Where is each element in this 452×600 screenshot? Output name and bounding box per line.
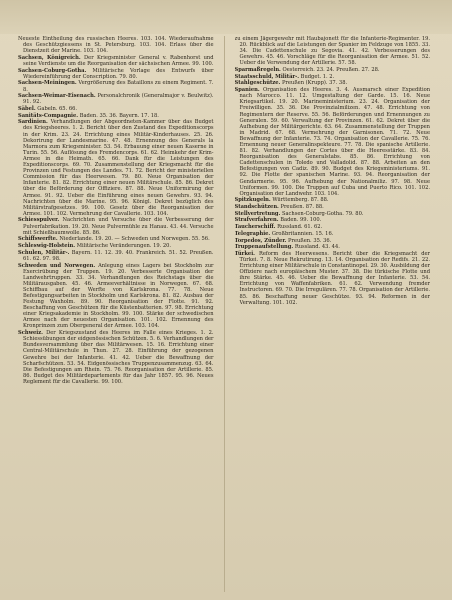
index-entry xyxy=(235,244,431,250)
index-entry xyxy=(18,243,214,249)
index-text: Niederlande. 19. 20. — Schweden und Norwegen. 55. 56. xyxy=(59,236,210,243)
page-top-edge xyxy=(0,0,452,34)
index-columns xyxy=(18,36,430,592)
index-entry xyxy=(18,113,214,119)
index-text: zu einem Jägergewehr mit Haubajonett für die Infanterie-Regimenter. 19. 20. Rückblick auf die Leistungen der Spanier im Feldzuge von 1855. 33. 34. Die Cadettenschule zu Segovia. 41. 42. Verbesserungen des Gewehrs. 45. 46. Vorschläge für die Reorganisation der Armee. 51. 52. Ueber die Verwendung der Artillerie. 57. 58. xyxy=(234,36,430,67)
index-text: Baden. 35. 36. Bayern. 17. 18. xyxy=(79,112,159,119)
index-text: Verhandlungen der Abgeordneten-Kammer über das Budget des Kriegsheeres. 1. 2. Bericht über den Zustand des Expeditionscorps in der Krim. 23. 24. Errichtung eines Militär-Kinderhauses. 25. 26. Dekorirung der Landesmarine. 47. 48. Ernennung des Generals la Marmora zum Kriegsminister. 53. 54. Erbauung einer neuen Kaserne in Turin. 55. 56. Auflösung des Fremdencorps. 61. 62. Heimkehr der Krim-Armee in die Heimath. 65. 66. Dank für die Leistungen des Expeditionscorps. 69. 70. Zusammenstellung der Kriegsmacht für die Provinzen und Festungen des Landes. 71. 72. Bericht der ministeriellen Commission für das Heerwesen. 79. 80. Neue Organisation der Infanterie. 81. 82. Errichtung einer neuen Militärschule. 85. 86. Dekret über die Beförderung der Offiziere. 87. 88. Neue Uniformirung der Armee. 91. 92. Ueber die Einführung eines neuen Gewehrs. 93. 94. Nachrichten über die Marine. 95. 96. Königl. Dekret bezüglich des Militärstrafgesetzes. 99. 100. Gesetz über die Reorganisation der Armee. 101. 102. Vermehrung der Cavallerie. 103. 104. xyxy=(23,119,214,217)
index-entry xyxy=(18,55,214,67)
index-text: Preußen. 87. 88. xyxy=(280,204,324,211)
index-text: Militärische Vorlage des Entwurfs über Wiedereinführung der Conscription. 79. 80. xyxy=(23,67,214,80)
index-entry xyxy=(18,68,214,80)
index-text: Großbritannien. 15. 16. xyxy=(271,230,334,237)
index-entry xyxy=(18,263,214,330)
index-text: Gabeln. 65. 66. xyxy=(37,106,78,112)
index-text: Nachrichten und Versuche über die Verbesserung der Pulverfabrikation. 19. 20. Neue Pulvermühle zu Hanau. 43. 44. Versuche mit Schießbaumwolle. 85. 86. xyxy=(23,217,214,236)
index-text: Oesterreich. 23. 24. Preußen. 27. 28. xyxy=(282,67,380,74)
column-divider xyxy=(224,36,225,592)
index-keyword: Torpedos, Zünder. xyxy=(234,237,287,244)
index-keyword: Truppenaufstellung. xyxy=(234,244,294,251)
index-text: Preußen. 35. 36. xyxy=(288,237,332,244)
index-keyword: Sanitäts-Compagnie. xyxy=(18,112,79,119)
index-entry xyxy=(18,36,214,54)
index-entry xyxy=(18,106,214,112)
index-keyword: Schweden und Norwegen. xyxy=(18,262,96,269)
index-text: Neueste Eintheilung des russischen Heeres. 103. 104. Wiederaufnahme des Geschützgiessens in St. Petersburg. 103. 104. Erlass über die Dienstzeit der Marine. 103. 104. xyxy=(18,36,214,55)
index-keyword: Spanien. xyxy=(234,87,260,94)
index-entry xyxy=(235,74,431,80)
index-text: Vergrößerung des Bataillons zu einem Regiment. 7. 8. xyxy=(23,80,214,93)
index-keyword: Schleswig-Holstein. xyxy=(18,243,76,250)
index-keyword: Stellvertretung. xyxy=(234,210,281,217)
index-text: Russland. 43. 44. xyxy=(294,244,340,251)
index-keyword: Stahlgeschütze. xyxy=(234,80,281,87)
index-entry xyxy=(235,251,431,306)
index-entry xyxy=(18,80,214,92)
index-keyword: Sachsen-Meiningen. xyxy=(18,80,77,87)
index-entry xyxy=(235,211,431,217)
index-text: Budget. 1. 2. xyxy=(300,73,335,80)
index-text: Sachsen-Coburg-Gotha. 79. 80. xyxy=(281,210,364,217)
index-entry xyxy=(235,87,431,197)
index-keyword: Sachsen-Weimar-Eisenach. xyxy=(18,93,96,100)
index-entry xyxy=(18,119,214,217)
index-text: Anlegung eines Lagers bei Stockholm zur Exercirübung der Truppen. 19. 20. Verbesserte Organisation der Landwehrtruppen. 33. 34. Verhandlungen des Reichstags über die Militärausgaben. 45. 46. Armeeverhältnisse in Norwegen. 67. 68. Schiffbau auf der Werfte von Karlskrona. 77. 78. Neue Befestigungsarbeiten in Stockholm und Karlskrona. 81. 82. Ausbau der Festung Waxholm. 89. 90. Reorganisation der Flotte. 91. 92. Beschaffung von Geschützen für die Küstenbatterien. 97. 98. Errichtung einer Kriegsakademie in Stockholm. 99. 100. Stärke der schwedischen Armee nach der neuesten Organisation. 101. 102. Ernennung des Kronprinzen zum Obergeneral der Armee. 103. 104. xyxy=(23,262,214,330)
index-keyword: Schiffswerfte. xyxy=(18,236,58,243)
index-entry xyxy=(235,36,431,66)
index-keyword: Sachsen-Coburg-Gotha. xyxy=(18,67,87,74)
index-entry xyxy=(235,197,431,203)
index-text: Organisation des Heeres. 3. 4. Ausmarsch einer Expedition nach Marocco. 11. 12. Umgestaltung der Garde. 15. 16. Neue Kriegsartikel. 19. 20. Marineministerium. 23. 24. Organisation der Freiwilligen. 35. 36. Die Provinzialmilizen. 47. 48. Errichtung von Regimentern der Reserve. 55. 56. Beförderungen und Ernennungen zu Generalen. 59. 60. Verwaltung der Provinzen. 61. 62. Dekret über die Aufhebung der Militärgerichte. 63. 64. Zusammenstellung der Truppen in Madrid. 67. 68. Vermehrung der Garnisonen. 71. 72. Neue Bewaffnung der Infanterie. 73. 74. Organisation der Cavallerie. 75. 76. Ernennung neuer Generalinspekteure. 77. 78. Die spanische Artillerie. 81. 82. Verhandlungen der Cortes über die Heeresstärke. 83. 84. Reorganisation des Generalstabs. 85. 86. Errichtung von Cadettenschulen in Toledo und Valladolid. 87. 88. Arbeiten an den Befestigungen von Cadiz. 89. 90. Budget des Kriegsministeriums. 91. 92. Die Flotte der spanischen Marine. 93. 94. Reorganisation der Gendarmerie. 95. 96. Aufhebung der Nationalmiliz. 97. 98. Neue Uniformen. 99. 100. Die Truppen auf Cuba und Puerto Rico. 101. 102. Organisation der Landwehr. 103. 104. xyxy=(239,87,430,197)
index-entry xyxy=(235,224,431,230)
index-keyword: Sparmaßregeln. xyxy=(234,67,281,74)
index-entry xyxy=(18,250,214,262)
index-keyword: Strafverfahren. xyxy=(234,217,279,224)
index-text: Russland. 61. 62. xyxy=(277,224,323,231)
index-text: Baden. 99. 100. xyxy=(280,217,322,224)
index-keyword: Telegraphie. xyxy=(234,230,271,237)
index-text: Reform des Heerwesens. Bericht über die Kriegsmacht der Türkei. 7. 8. Neue Rekrutirung. 13. 14. Organisation der Redifs. 21. 22. Errichtung einer Militärschule in Constantinopel. 29. 30. Ausbildung der Offiziere nach europäischem Muster. 37. 38. Die türkische Flotte und ihre Stärke. 45. 46. Ueber die Bewaffnung der Infanterie. 53. 54. Errichtung von Waffenfabriken. 61. 62. Verwendung fremder Instructoren. 69. 70. Die Irregulären. 77. 78. Organisation der Artillerie. 85. 86. Beschaffung neuer Geschütze. 93. 94. Reformen in der Verwaltung. 101. 102. xyxy=(239,250,430,306)
index-entry xyxy=(235,238,431,244)
index-text: Militärische Veränderungen. 19. 20. xyxy=(76,243,172,250)
index-text: Personalchronik (Generalmajor v. Beulwitz). 91. 92. xyxy=(23,93,214,106)
left-column xyxy=(18,36,214,592)
index-entry xyxy=(18,236,214,242)
index-entry xyxy=(18,93,214,105)
index-text: Der Kriegsminister General v. Rabenhorst und seine Verdienste um die Reorganisation der sächsischen Armee. 99. 100. xyxy=(23,54,214,67)
index-keyword: Sachsen, Königreich. xyxy=(18,54,81,61)
index-entry xyxy=(235,204,431,210)
index-keyword: Sardinien. xyxy=(18,119,48,126)
index-keyword: Standschützen. xyxy=(234,204,279,211)
index-entry xyxy=(235,231,431,237)
index-keyword: Säbel. xyxy=(18,106,36,112)
index-text: Preußen (Krupp). 37. 38. xyxy=(281,80,348,87)
index-keyword: Taucherschiff. xyxy=(234,224,276,231)
index-keyword: Türkei. xyxy=(234,250,255,257)
index-text: Der Kriegszustand des Heeres im Falle eines Krieges. 1. 2. Schiessübungen der eidgenössischen Schützen. 5. 6. Verhandlungen der Bundesversammlung über das Militärwesen. 15. 16. Errichtung einer Central-Militärschule in Thun. 27. 28. Einführung der gezogenen Gewehre bei der Infanterie. 41. 42. Ueber die Bewaffnung der Scharfschützen. 53. 54. Eidgenössisches Truppenzusammenzug. 63. 64. Die Befestigungen am Rhein. 75. 76. Reorganisation der Artillerie. 85. 86. Budget des Militärdepartements für das Jahr 1857. 95. 96. Neues Reglement für die Cavallerie. 99. 100. xyxy=(23,330,214,385)
index-keyword: Schiesspulver. xyxy=(18,217,60,224)
index-text: Württemberg. 87. 88. xyxy=(272,197,329,204)
index-entry xyxy=(235,217,431,223)
index-text: Bayern. 11. 12. 39. 40. Frankreich. 51. 52. Preußen. 61. 62. 97. 98. xyxy=(23,249,214,262)
index-keyword: Schweiz. xyxy=(18,330,43,337)
index-keyword: Schulen, Militär-. xyxy=(18,249,70,256)
index-keyword: Spitzkugeln. xyxy=(234,197,271,204)
index-entry xyxy=(18,217,214,235)
index-entry xyxy=(235,67,431,73)
index-entry xyxy=(18,330,214,385)
right-column xyxy=(235,36,431,592)
index-keyword: Staatsschuld, Militär-. xyxy=(234,73,300,80)
index-entry xyxy=(235,80,431,86)
